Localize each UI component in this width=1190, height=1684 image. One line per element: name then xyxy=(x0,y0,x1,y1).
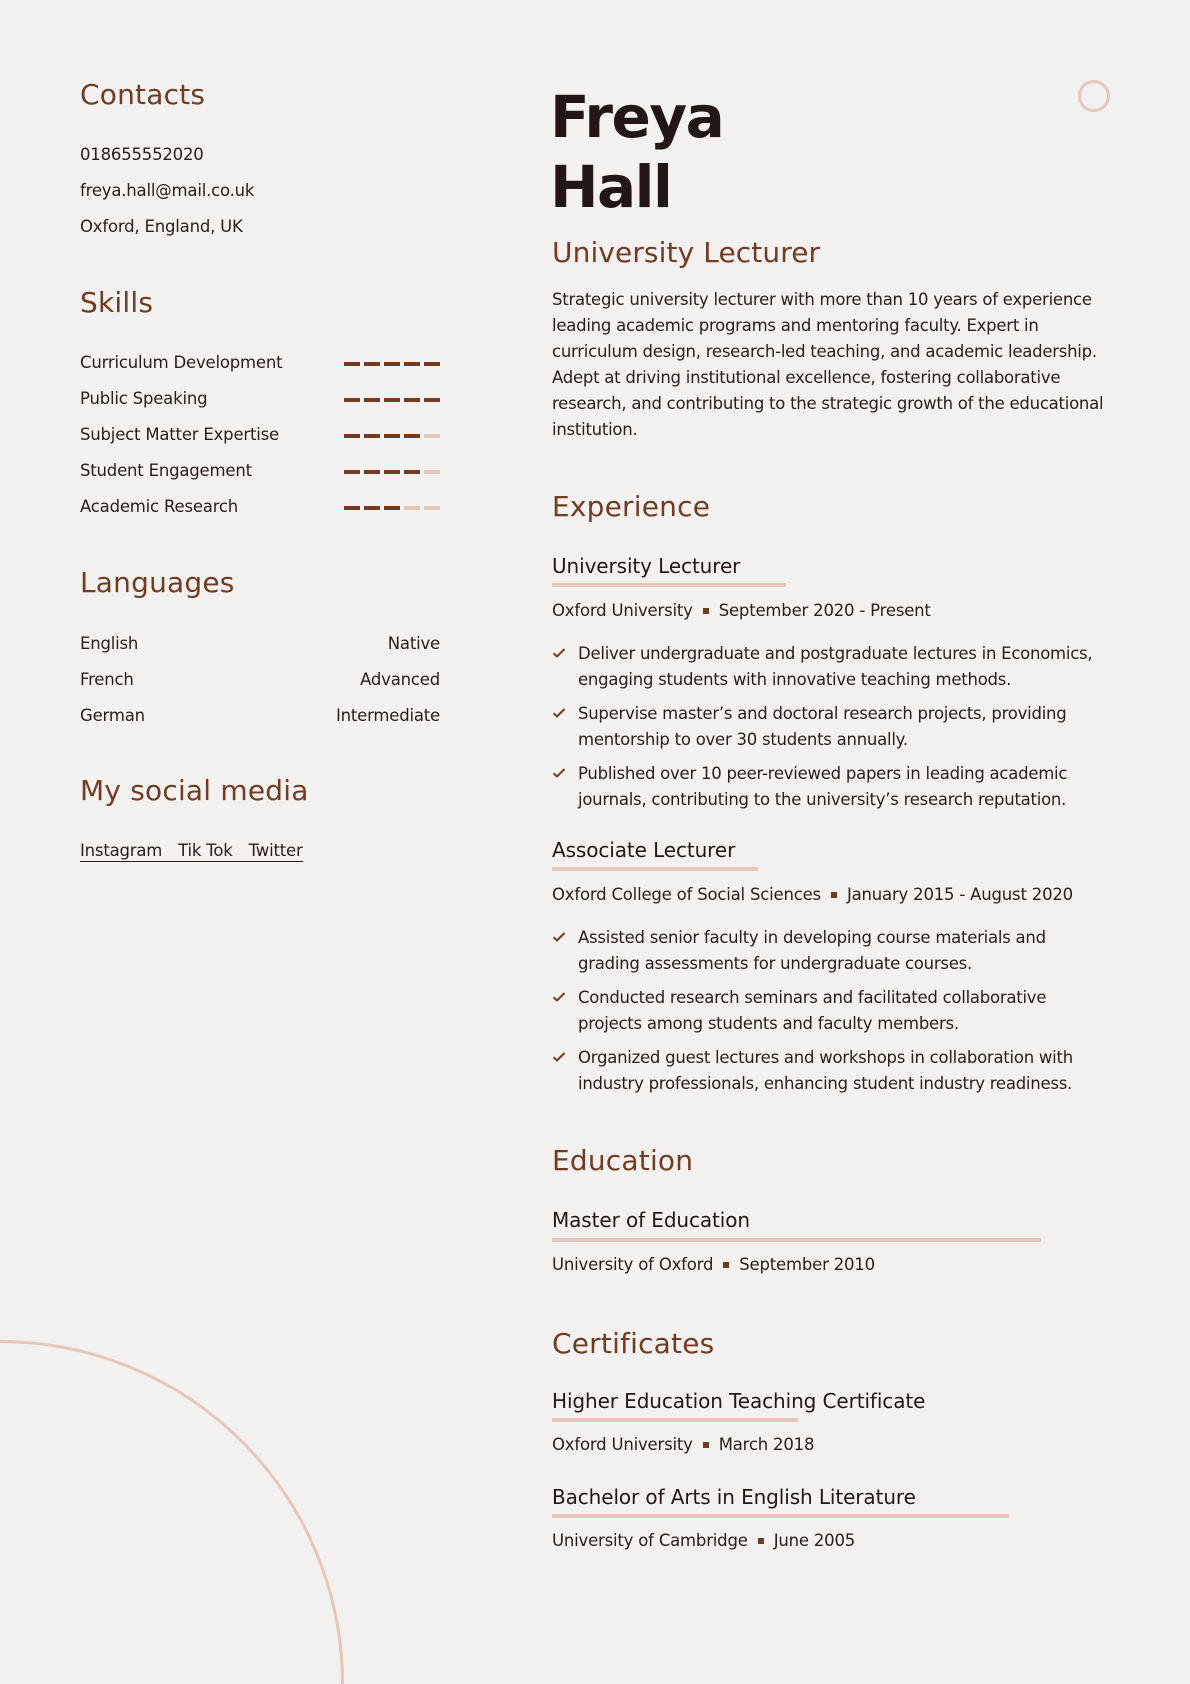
skill-row xyxy=(80,425,440,449)
experience-role: University Lecturer xyxy=(552,554,741,578)
separator-square-icon xyxy=(758,1538,764,1544)
role-underline xyxy=(552,583,786,587)
social-link-tiktok[interactable]: Tik Tok xyxy=(178,841,248,862)
separator-square-icon xyxy=(831,892,837,898)
language-level: Advanced xyxy=(360,670,440,689)
skill-label: Subject Matter Expertise xyxy=(80,425,279,444)
social-link-twitter[interactable]: Twitter xyxy=(248,841,303,860)
checkmark-icon xyxy=(552,641,578,693)
education-date: September 2010 xyxy=(739,1255,875,1274)
experience-dates: January 2015 - August 2020 xyxy=(846,885,1073,904)
languages-heading: Languages xyxy=(80,566,235,599)
summary: Strategic university lecturer with more than 10 years of experience leading academic programs and mentoring faculty. Expert in curriculum design, research-led teaching, and academic leadership. Adept at driving institutional excellence, fostering collaborative research, and contributing to the strategic growth of the educational institution. xyxy=(552,290,1104,439)
certificate-date: June 2005 xyxy=(773,1531,856,1550)
checkmark-icon xyxy=(552,701,578,753)
skill-dash-filled xyxy=(364,362,380,366)
certificate-org: Oxford University xyxy=(552,1435,693,1454)
skill-dash-filled xyxy=(424,398,440,402)
education-org: University of Oxford xyxy=(552,1255,714,1274)
education-degree: Master of Education xyxy=(552,1208,750,1232)
bullet-text: Assisted senior faculty in developing course materials and grading assessments for undergraduate courses. xyxy=(578,928,1046,973)
skill-level-bar xyxy=(344,398,440,402)
education-heading: Education xyxy=(552,1144,694,1177)
contact-email: freya.hall@mail.co.uk xyxy=(80,181,255,200)
first-name: Freya xyxy=(550,83,724,151)
skill-dash-filled xyxy=(364,398,380,402)
separator-square-icon xyxy=(703,1442,709,1448)
certificate-underline xyxy=(552,1418,798,1422)
skill-dash-filled xyxy=(404,398,420,402)
checkmark-icon xyxy=(552,985,578,1037)
experience-bullet xyxy=(552,1045,1112,1097)
certificate-meta xyxy=(552,1435,814,1454)
skill-dash-filled xyxy=(344,434,360,438)
contacts-heading: Contacts xyxy=(80,78,206,111)
skill-dash-filled xyxy=(344,362,360,366)
skill-dash-filled xyxy=(404,470,420,474)
skill-dash-filled xyxy=(384,506,400,510)
skill-level-bar xyxy=(344,470,440,474)
skill-dash-filled xyxy=(364,470,380,474)
skill-dash-empty xyxy=(424,506,440,510)
experience-org: Oxford College of Social Sciences xyxy=(552,885,821,904)
language-name: German xyxy=(80,706,145,725)
social-heading: My social media xyxy=(80,774,309,807)
last-name: Hall xyxy=(550,153,672,221)
separator-square-icon xyxy=(723,1262,729,1268)
experience-heading: Experience xyxy=(552,490,711,523)
degree-underline xyxy=(552,1238,1041,1242)
skill-level-bar xyxy=(344,434,440,438)
separator-square-icon xyxy=(703,608,709,614)
skill-dash-filled xyxy=(364,434,380,438)
experience-meta xyxy=(552,601,931,620)
bullet-text: Conducted research seminars and facilitated collaborative projects among students and faculty members. xyxy=(578,988,1047,1033)
certificate-meta xyxy=(552,1531,855,1550)
skill-level-bar xyxy=(344,362,440,366)
certificates-heading: Certificates xyxy=(552,1327,715,1360)
skill-dash-filled xyxy=(384,362,400,366)
certificate-date: March 2018 xyxy=(718,1435,815,1454)
skill-dash-filled xyxy=(344,506,360,510)
decorative-circle-icon xyxy=(1078,80,1110,112)
experience-bullet xyxy=(552,641,1112,693)
experience-bullet xyxy=(552,761,1112,813)
contact-phone: 018655552020 xyxy=(80,145,204,164)
education-meta xyxy=(552,1255,875,1274)
bullet-text: Supervise master’s and doctoral research projects, providing mentorship to over 30 students annually. xyxy=(578,704,1067,749)
certificate-underline xyxy=(552,1514,1009,1518)
decorative-arc xyxy=(0,1340,344,1684)
skill-label: Academic Research xyxy=(80,497,239,516)
language-row xyxy=(80,706,440,725)
skill-dash-filled xyxy=(344,398,360,402)
skill-dash-filled xyxy=(424,362,440,366)
checkmark-icon xyxy=(552,925,578,977)
role-underline xyxy=(552,867,758,871)
experience-role: Associate Lecturer xyxy=(552,838,736,862)
language-level: Native xyxy=(387,634,440,653)
skill-dash-filled xyxy=(384,398,400,402)
skill-dash-empty xyxy=(424,434,440,438)
checkmark-icon xyxy=(552,1045,578,1097)
certificate-org: University of Cambridge xyxy=(552,1531,748,1550)
certificate-name: Higher Education Teaching Certificate xyxy=(552,1389,926,1413)
skill-dash-filled xyxy=(384,470,400,474)
skill-row xyxy=(80,389,440,413)
job-title: University Lecturer xyxy=(552,236,821,269)
social-link-instagram[interactable]: Instagram xyxy=(80,841,178,862)
experience-dates: September 2020 - Present xyxy=(718,601,931,620)
skill-dash-empty xyxy=(424,470,440,474)
skill-dash-filled xyxy=(364,506,380,510)
bullet-text: Organized guest lectures and workshops in collaboration with industry professionals, enhancing student industry readiness. xyxy=(578,1048,1073,1093)
experience-org: Oxford University xyxy=(552,601,693,620)
skill-label: Student Engagement xyxy=(80,461,252,480)
skill-label: Public Speaking xyxy=(80,389,208,408)
language-name: English xyxy=(80,634,139,653)
experience-bullet xyxy=(552,985,1112,1037)
skill-dash-empty xyxy=(404,506,420,510)
skill-label: Curriculum Development xyxy=(80,353,283,372)
skill-dash-filled xyxy=(344,470,360,474)
social-links xyxy=(80,841,303,862)
experience-bullet xyxy=(552,925,1112,977)
skill-row xyxy=(80,353,440,377)
skill-row xyxy=(80,497,440,521)
checkmark-icon xyxy=(552,761,578,813)
experience-meta xyxy=(552,885,1073,904)
bullet-text: Deliver undergraduate and postgraduate lectures in Economics, engaging students with innovative teaching methods. xyxy=(578,644,1093,689)
language-row xyxy=(80,634,440,653)
skill-dash-filled xyxy=(404,362,420,366)
experience-bullet xyxy=(552,701,1112,753)
skills-heading: Skills xyxy=(80,286,154,319)
bullet-text: Published over 10 peer-reviewed papers in leading academic journals, contributing to the university’s research reputation. xyxy=(578,764,1068,809)
skill-dash-filled xyxy=(384,434,400,438)
certificate-name: Bachelor of Arts in English Literature xyxy=(552,1485,916,1509)
contact-location: Oxford, England, UK xyxy=(80,217,243,236)
skill-level-bar xyxy=(344,506,440,510)
language-name: French xyxy=(80,670,134,689)
language-row xyxy=(80,670,440,689)
skill-dash-filled xyxy=(404,434,420,438)
skill-row xyxy=(80,461,440,485)
language-level: Intermediate xyxy=(335,706,440,725)
